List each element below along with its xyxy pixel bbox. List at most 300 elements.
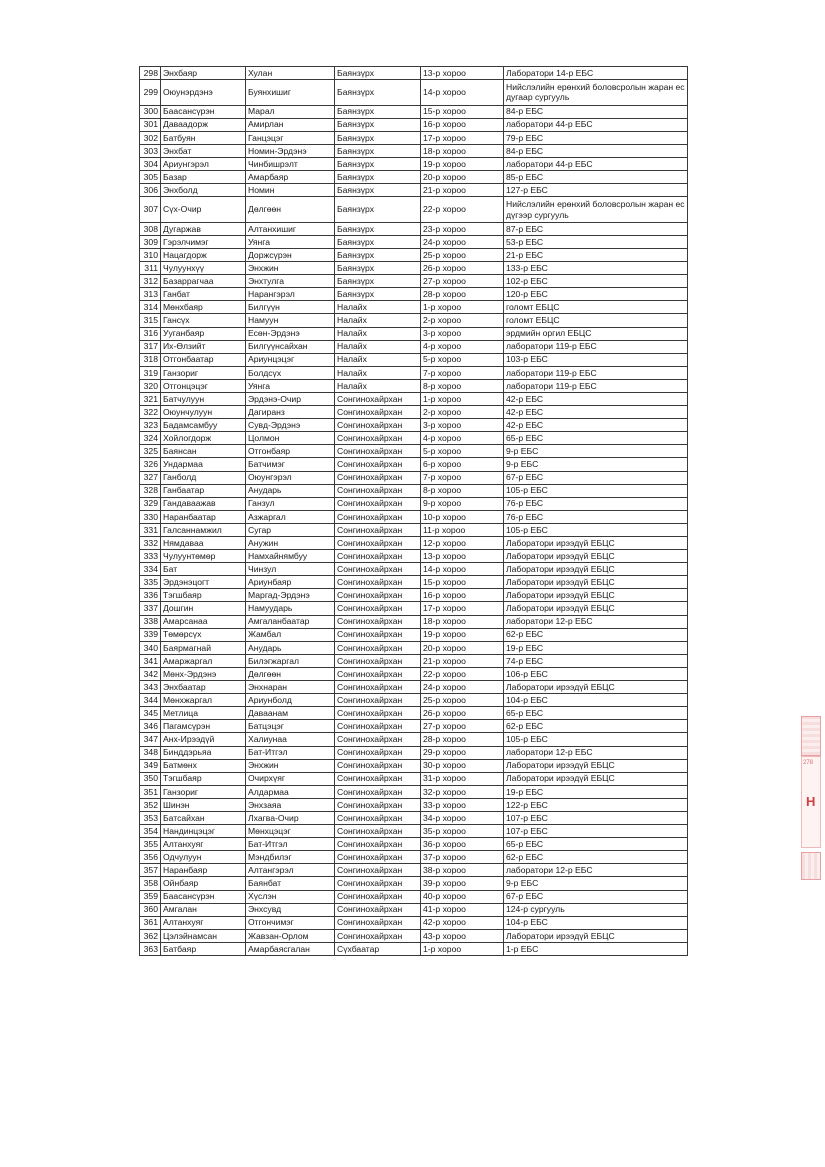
table-row [140,222,688,235]
given-name-cell: Билэгжаргал [246,654,335,667]
row-number-cell: 318 [140,353,161,366]
given-name-cell: Жавзан-Орлом [246,929,335,942]
khoroo-cell: 40-р хороо [421,890,504,903]
row-number-cell: 309 [140,235,161,248]
table-row [140,67,688,80]
district-cell: Сонгинохайрхан [335,497,421,510]
district-cell: Сонгинохайрхан [335,916,421,929]
school-cell: Лаборатори ирээдүй ЕБЦС [504,602,688,615]
given-name-cell: Ганзул [246,497,335,510]
table-row [140,366,688,379]
given-name-cell: Алтанхишиг [246,222,335,235]
school-cell: 1-р ЕБС [504,942,688,955]
district-cell: Сонгинохайрхан [335,798,421,811]
khoroo-cell: 19-р хороо [421,628,504,641]
surname-cell: Бадамсамбуу [161,419,246,432]
khoroo-cell: 21-р хороо [421,184,504,197]
table-row [140,80,688,106]
table-row [140,942,688,955]
given-name-cell: Энхсувд [246,903,335,916]
school-cell: Лаборатори ирээдүй ЕБЦС [504,563,688,576]
records-table [139,66,688,956]
row-number-cell: 336 [140,589,161,602]
row-number-cell: 324 [140,432,161,445]
khoroo-cell: 19-р хороо [421,157,504,170]
row-number-cell: 319 [140,366,161,379]
surname-cell: Энхбаяр [161,67,246,80]
district-cell: Сонгинохайрхан [335,681,421,694]
school-cell: Нийслэлийн ерөнхий боловсролын жаран ес дүгээр сургууль [504,197,688,223]
district-cell: Сонгинохайрхан [335,772,421,785]
school-cell: Лаборатори ирээдүй ЕБЦС [504,929,688,942]
school-cell: лаборатори 12-р ЕБС [504,864,688,877]
given-name-cell: Даваанам [246,707,335,720]
district-cell: Баянзүрх [335,144,421,157]
khoroo-cell: 4-р хороо [421,432,504,445]
row-number-cell: 345 [140,707,161,720]
row-number-cell: 315 [140,314,161,327]
khoroo-cell: 32-р хороо [421,785,504,798]
table-row [140,641,688,654]
surname-cell: Батсайхан [161,811,246,824]
row-number-cell: 329 [140,497,161,510]
row-number-cell: 323 [140,419,161,432]
khoroo-cell: 8-р хороо [421,484,504,497]
given-name-cell: Буянхишиг [246,80,335,106]
table-row [140,419,688,432]
district-cell: Баянзүрх [335,275,421,288]
district-cell: Сонгинохайрхан [335,458,421,471]
school-cell: Лаборатори ирээдүй ЕБЦС [504,772,688,785]
given-name-cell: Маргад-Эрдэнэ [246,589,335,602]
row-number-cell: 316 [140,327,161,340]
district-cell: Сонгинохайрхан [335,811,421,824]
district-cell: Сонгинохайрхан [335,589,421,602]
given-name-cell: Чинзул [246,563,335,576]
row-number-cell: 334 [140,563,161,576]
school-cell: голомт ЕБЦС [504,301,688,314]
given-name-cell: Номин [246,184,335,197]
given-name-cell: Уянга [246,235,335,248]
school-cell: лаборатори 12-р ЕБС [504,615,688,628]
surname-cell: Сүх-Очир [161,197,246,223]
school-cell: лаборатори 119-р ЕБС [504,366,688,379]
row-number-cell: 339 [140,628,161,641]
row-number-cell: 317 [140,340,161,353]
given-name-cell: Батчимэг [246,458,335,471]
given-name-cell: Энхжин [246,262,335,275]
district-cell: Сонгинохайрхан [335,877,421,890]
row-number-cell: 338 [140,615,161,628]
row-number-cell: 337 [140,602,161,615]
khoroo-cell: 1-р хороо [421,392,504,405]
school-cell: Нийслэлийн ерөнхий боловсролын жаран ес дугаар сургууль [504,80,688,106]
district-cell: Сонгинохайрхан [335,641,421,654]
khoroo-cell: 17-р хороо [421,131,504,144]
district-cell: Баянзүрх [335,80,421,106]
table-row [140,184,688,197]
row-number-cell: 313 [140,288,161,301]
table-row [140,353,688,366]
row-number-cell: 333 [140,550,161,563]
surname-cell: Наранбаяр [161,864,246,877]
row-number-cell: 347 [140,733,161,746]
table-row [140,550,688,563]
row-number-cell: 300 [140,105,161,118]
table-row [140,105,688,118]
school-cell: 85-р ЕБС [504,171,688,184]
khoroo-cell: 1-р хороо [421,942,504,955]
table-row [140,144,688,157]
table-row [140,589,688,602]
khoroo-cell: 6-р хороо [421,458,504,471]
given-name-cell: Хулан [246,67,335,80]
row-number-cell: 358 [140,877,161,890]
row-number-cell: 306 [140,184,161,197]
school-cell: 65-р ЕБС [504,838,688,851]
given-name-cell: Энхтулга [246,275,335,288]
row-number-cell: 331 [140,523,161,536]
khoroo-cell: 14-р хороо [421,563,504,576]
district-cell: Сонгинохайрхан [335,523,421,536]
school-cell: 19-р ЕБС [504,785,688,798]
row-number-cell: 335 [140,576,161,589]
given-name-cell: Амгаланбаатар [246,615,335,628]
district-cell: Налайх [335,353,421,366]
khoroo-cell: 34-р хороо [421,811,504,824]
district-cell: Сонгинохайрхан [335,406,421,419]
table-row [140,929,688,942]
school-cell: 133-р ЕБС [504,262,688,275]
school-cell: лаборатори 44-р ЕБС [504,157,688,170]
district-cell: Сонгинохайрхан [335,903,421,916]
school-cell: 84-р ЕБС [504,144,688,157]
khoroo-cell: 1-р хороо [421,301,504,314]
table-row [140,275,688,288]
table-row [140,890,688,903]
given-name-cell: Билгүүнсайхан [246,340,335,353]
khoroo-cell: 11-р хороо [421,523,504,536]
khoroo-cell: 23-р хороо [421,222,504,235]
row-number-cell: 304 [140,157,161,170]
surname-cell: Отгонцэцэг [161,379,246,392]
table-row [140,759,688,772]
surname-cell: Амарсанаа [161,615,246,628]
surname-cell: Базаррагчаа [161,275,246,288]
khoroo-cell: 16-р хороо [421,118,504,131]
row-number-cell: 314 [140,301,161,314]
school-cell: 42-р ЕБС [504,392,688,405]
table-row [140,667,688,680]
khoroo-cell: 18-р хороо [421,615,504,628]
khoroo-cell: 22-р хороо [421,667,504,680]
school-cell: 103-р ЕБС [504,353,688,366]
khoroo-cell: 43-р хороо [421,929,504,942]
khoroo-cell: 26-р хороо [421,707,504,720]
khoroo-cell: 41-р хороо [421,903,504,916]
given-name-cell: Намуударь [246,602,335,615]
khoroo-cell: 28-р хороо [421,288,504,301]
district-cell: Сонгинохайрхан [335,746,421,759]
district-cell: Баянзүрх [335,222,421,235]
khoroo-cell: 5-р хороо [421,353,504,366]
row-number-cell: 310 [140,248,161,261]
surname-cell: Баасансүрэн [161,105,246,118]
district-cell: Сонгинохайрхан [335,759,421,772]
khoroo-cell: 8-р хороо [421,379,504,392]
surname-cell: Ганболд [161,471,246,484]
khoroo-cell: 3-р хороо [421,327,504,340]
row-number-cell: 328 [140,484,161,497]
given-name-cell: Отгончимэг [246,916,335,929]
row-number-cell: 303 [140,144,161,157]
table-row [140,327,688,340]
row-number-cell: 312 [140,275,161,288]
district-cell: Баянзүрх [335,131,421,144]
district-cell: Сонгинохайрхан [335,392,421,405]
surname-cell: Чулуунхүү [161,262,246,275]
table-row [140,340,688,353]
surname-cell: Эрдэнэцогт [161,576,246,589]
table-row [140,864,688,877]
row-number-cell: 322 [140,406,161,419]
surname-cell: Ойнбаяр [161,877,246,890]
district-cell: Сонгинохайрхан [335,550,421,563]
table-row [140,811,688,824]
school-cell: 124-р сургууль [504,903,688,916]
khoroo-cell: 13-р хороо [421,67,504,80]
district-cell: Сонгинохайрхан [335,785,421,798]
district-cell: Сонгинохайрхан [335,563,421,576]
district-cell: Сонгинохайрхан [335,720,421,733]
row-number-cell: 362 [140,929,161,942]
district-cell: Баянзүрх [335,105,421,118]
row-number-cell: 327 [140,471,161,484]
row-number-cell: 343 [140,681,161,694]
district-cell: Баянзүрх [335,197,421,223]
surname-cell: Оюунчулуун [161,406,246,419]
district-cell: Налайх [335,314,421,327]
district-cell: Баянзүрх [335,118,421,131]
surname-cell: Тэгшбаяр [161,772,246,785]
surname-cell: Тэгшбаяр [161,589,246,602]
surname-cell: Нямдаваа [161,537,246,550]
khoroo-cell: 29-р хороо [421,746,504,759]
school-cell: 53-р ЕБС [504,235,688,248]
row-number-cell: 307 [140,197,161,223]
khoroo-cell: 14-р хороо [421,80,504,106]
surname-cell: Ариунгэрэл [161,157,246,170]
row-number-cell: 352 [140,798,161,811]
row-number-cell: 299 [140,80,161,106]
surname-cell: Алтанхуяг [161,838,246,851]
school-cell: 106-р ЕБС [504,667,688,680]
table-row [140,157,688,170]
row-number-cell: 357 [140,864,161,877]
given-name-cell: Дөлгөөн [246,197,335,223]
given-name-cell: Цолмон [246,432,335,445]
khoroo-cell: 7-р хороо [421,471,504,484]
khoroo-cell: 36-р хороо [421,838,504,851]
stamp-letter: Н [806,794,816,809]
school-cell: 76-р ЕБС [504,497,688,510]
surname-cell: Чулуунтөмөр [161,550,246,563]
khoroo-cell: 25-р хороо [421,694,504,707]
school-cell: Лаборатори ирээдүй ЕБЦС [504,759,688,772]
district-cell: Сонгинохайрхан [335,537,421,550]
row-number-cell: 360 [140,903,161,916]
surname-cell: Төмөрсүх [161,628,246,641]
khoroo-cell: 10-р хороо [421,510,504,523]
row-number-cell: 342 [140,667,161,680]
surname-cell: Ганзориг [161,366,246,379]
given-name-cell: Доржсүрэн [246,248,335,261]
table-row [140,563,688,576]
row-number-cell: 344 [140,694,161,707]
given-name-cell: Дагиранз [246,406,335,419]
row-number-cell: 298 [140,67,161,80]
school-cell: 79-р ЕБС [504,131,688,144]
surname-cell: Энхбат [161,144,246,157]
school-cell: Лаборатори 14-р ЕБС [504,67,688,80]
surname-cell: Батбуян [161,131,246,144]
school-cell: лаборатори 119-р ЕБС [504,340,688,353]
school-cell: 76-р ЕБС [504,510,688,523]
records-table-body [140,67,688,956]
row-number-cell: 332 [140,537,161,550]
table-row [140,262,688,275]
khoroo-cell: 3-р хороо [421,419,504,432]
khoroo-cell: 9-р хороо [421,497,504,510]
surname-cell: Баярмагнай [161,641,246,654]
given-name-cell: Мэндбилэг [246,851,335,864]
surname-cell: Амаржаргал [161,654,246,667]
row-number-cell: 351 [140,785,161,798]
surname-cell: Шинэн [161,798,246,811]
school-cell: 42-р ЕБС [504,406,688,419]
table-row [140,314,688,327]
row-number-cell: 305 [140,171,161,184]
school-cell: 65-р ЕБС [504,707,688,720]
surname-cell: Даваадорж [161,118,246,131]
given-name-cell: Марал [246,105,335,118]
khoroo-cell: 17-р хороо [421,602,504,615]
table-row [140,694,688,707]
given-name-cell: Алтангэрэл [246,864,335,877]
district-cell: Сонгинохайрхан [335,445,421,458]
district-cell: Сонгинохайрхан [335,510,421,523]
district-cell: Баянзүрх [335,288,421,301]
district-cell: Сонгинохайрхан [335,733,421,746]
school-cell: 120-р ЕБС [504,288,688,301]
given-name-cell: Лхагва-Очир [246,811,335,824]
given-name-cell: Мөнхцэцэг [246,825,335,838]
surname-cell: Амгалан [161,903,246,916]
khoroo-cell: 39-р хороо [421,877,504,890]
khoroo-cell: 22-р хороо [421,197,504,223]
table-row [140,733,688,746]
khoroo-cell: 13-р хороо [421,550,504,563]
row-number-cell: 346 [140,720,161,733]
row-number-cell: 301 [140,118,161,131]
district-cell: Сонгинохайрхан [335,851,421,864]
surname-cell: Бат [161,563,246,576]
given-name-cell: Энхжин [246,759,335,772]
district-cell: Баянзүрх [335,235,421,248]
table-row [140,746,688,759]
row-number-cell: 321 [140,392,161,405]
district-cell: Баянзүрх [335,248,421,261]
table-row [140,798,688,811]
khoroo-cell: 27-р хороо [421,275,504,288]
khoroo-cell: 15-р хороо [421,105,504,118]
given-name-cell: Хүслэн [246,890,335,903]
district-cell: Налайх [335,366,421,379]
surname-cell: Их-Өлзийт [161,340,246,353]
district-cell: Баянзүрх [335,157,421,170]
khoroo-cell: 24-р хороо [421,235,504,248]
given-name-cell: Анударь [246,641,335,654]
table-row [140,118,688,131]
given-name-cell: Энхзаяа [246,798,335,811]
table-row [140,131,688,144]
school-cell: Лаборатори ирээдүй ЕБЦС [504,589,688,602]
table-row [140,301,688,314]
table-row [140,432,688,445]
table-row [140,720,688,733]
table-row [140,171,688,184]
district-cell: Сүхбаатар [335,942,421,955]
khoroo-cell: 12-р хороо [421,537,504,550]
district-cell: Сонгинохайрхан [335,471,421,484]
row-number-cell: 330 [140,510,161,523]
school-cell: Лаборатори ирээдүй ЕБЦС [504,576,688,589]
school-cell: 127-р ЕБС [504,184,688,197]
row-number-cell: 354 [140,825,161,838]
school-cell: 84-р ЕБС [504,105,688,118]
district-cell: Сонгинохайрхан [335,667,421,680]
surname-cell: Нацагдорж [161,248,246,261]
table-row [140,628,688,641]
table-row [140,510,688,523]
khoroo-cell: 21-р хороо [421,654,504,667]
school-cell: 104-р ЕБС [504,694,688,707]
surname-cell: Нандинцэцэг [161,825,246,838]
given-name-cell: Ариунбаяр [246,576,335,589]
district-cell: Баянзүрх [335,171,421,184]
school-cell: эрдмийн оргил ЕБЦС [504,327,688,340]
table-row [140,851,688,864]
khoroo-cell: 27-р хороо [421,720,504,733]
surname-cell: Метлица [161,707,246,720]
district-cell: Сонгинохайрхан [335,838,421,851]
row-number-cell: 355 [140,838,161,851]
school-cell: 19-р ЕБС [504,641,688,654]
district-cell: Баянзүрх [335,262,421,275]
school-cell: 105-р ЕБС [504,484,688,497]
khoroo-cell: 30-р хороо [421,759,504,772]
table-row [140,484,688,497]
row-number-cell: 326 [140,458,161,471]
stamp-number: 278 [803,760,814,766]
row-number-cell: 340 [140,641,161,654]
khoroo-cell: 33-р хороо [421,798,504,811]
given-name-cell: Ганцэцэг [246,131,335,144]
row-number-cell: 302 [140,131,161,144]
table-row [140,877,688,890]
school-cell: Лаборатори ирээдүй ЕБЦС [504,550,688,563]
given-name-cell: Номин-Эрдэнэ [246,144,335,157]
